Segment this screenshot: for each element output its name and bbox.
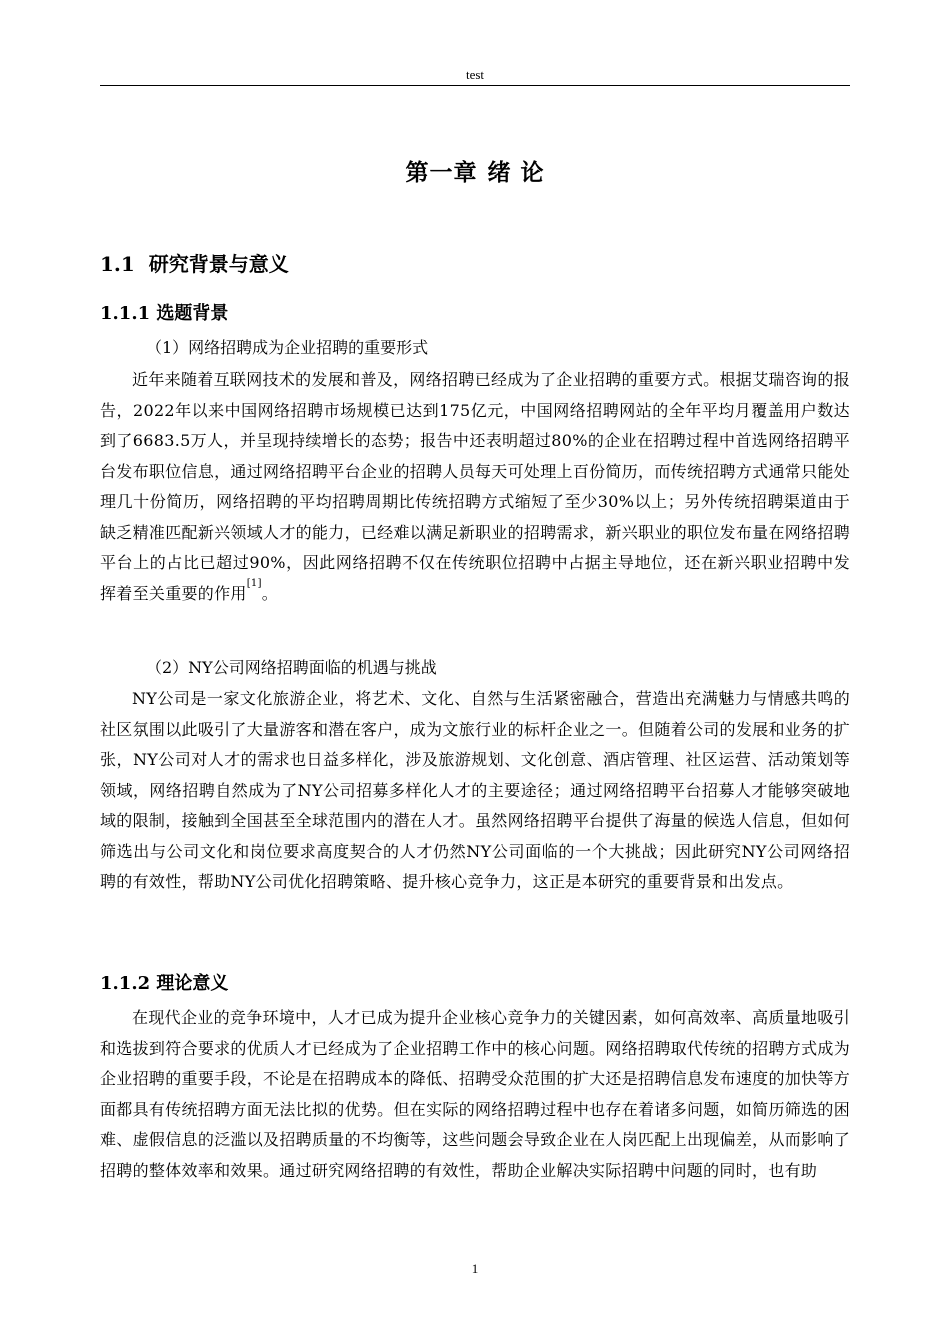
header-divider xyxy=(100,85,850,86)
item-label-1: （1）网络招聘成为企业招聘的重要形式 xyxy=(146,338,429,357)
paragraph-3: 在现代企业的竞争环境中，人才已成为提升企业核心竞争力的关键因素，如何高效率、高质量地吸引和选拔到符合要求的优质人才已经成为了企业招聘工作中的核心问题。网络招聘取代传统的招聘方式成为企业招聘的重要手段，不论是在招聘成本的降低、招聘受众范围的扩大还是招聘信息发布速度的加快等方面都具有传统招聘方面无法比拟的优势。但在实际的网络招聘过程中也存在着诸多问题，如简历筛选的困难、虚假信息的泛滥以及招聘质量的不均衡等，这些问题会导致企业在人岗匹配上出现偏差，从而影响了招聘的整体效率和效果。通过研究网络招聘的有效性，帮助企业解决实际招聘中问题的同时，也有助 xyxy=(100,1008,850,1180)
chapter-title xyxy=(100,156,850,190)
paragraph-1 xyxy=(100,365,850,609)
subsection-heading-2: 1.1.2 理论意义 xyxy=(100,973,229,994)
paragraph-2: NY公司是一家文化旅游企业，将艺术、文化、自然与生活紧密融合，营造出充满魅力与情感共鸣的社区氛围以此吸引了大量游客和潜在客户，成为文旅行业的标杆企业之一。但随着公司的发展和业务的扩张，NY公司对人才的需求也日益多样化，涉及旅游规划、文化创意、酒店管理、社区运营、活动策划等领域，网络招聘自然成为了NY公司招募多样化人才的主要途径；通过网络招聘平台招募人才能够突破地域的限制，接触到全国甚至全球范围内的潜在人才。虽然网络招聘平台提供了海量的候选人信息，但如何筛选出与公司文化和岗位要求高度契合的人才仍然NY公司面临的一个大挑战；因此研究NY公司网络招聘的有效性，帮助NY公司优化招聘策略、提升核心竞争力，这正是本研究的重要背景和出发点。 xyxy=(100,689,850,891)
section-heading xyxy=(100,248,289,280)
item-label-2: （2）NY公司网络招聘面临的机遇与挑战 xyxy=(146,658,437,677)
subsection-heading-1: 1.1.1 选题背景 xyxy=(100,303,229,324)
paragraph-1-text: 近年来随着互联网技术的发展和普及，网络招聘已经成为了企业招聘的重要方式。根据艾瑞咨询的报告，2022年以来中国网络招聘市场规模已达到175亿元，中国网络招聘网站的全年平均月覆盖用户数达到了6683.5万人，并呈现持续增长的态势；报告中还表明超过80%的企业在招聘过程中首选网络招聘平台发布职位信息，通过网络招聘平台企业的招聘人员每天可处理上百份简历，而传统招聘方式通常只能处理几十份简历，网络招聘的平均招聘周期比传统招聘方式缩短了至少30%以上；另外传统招聘渠道由于缺乏精准匹配新兴领域人才的能力，已经难以满足新职业的招聘需求，新兴职业的职位发布量在网络招聘平台上的占比已超过90%，因此网络招聘不仅在传统职位招聘中占据主导地位，还在新兴职业招聘中发挥着至关重要的作用 xyxy=(100,370,850,603)
chapter-prefix: 第一章 xyxy=(405,159,478,186)
citation-ref: [1] xyxy=(246,577,262,589)
page-number: 1 xyxy=(471,1261,479,1276)
chapter-name: 绪 论 xyxy=(487,159,545,186)
section-title: 研究背景与意义 xyxy=(148,252,289,276)
page-header: test xyxy=(465,67,485,82)
paragraph-1-end: 。 xyxy=(261,583,279,603)
section-number: 1.1 xyxy=(100,252,135,276)
